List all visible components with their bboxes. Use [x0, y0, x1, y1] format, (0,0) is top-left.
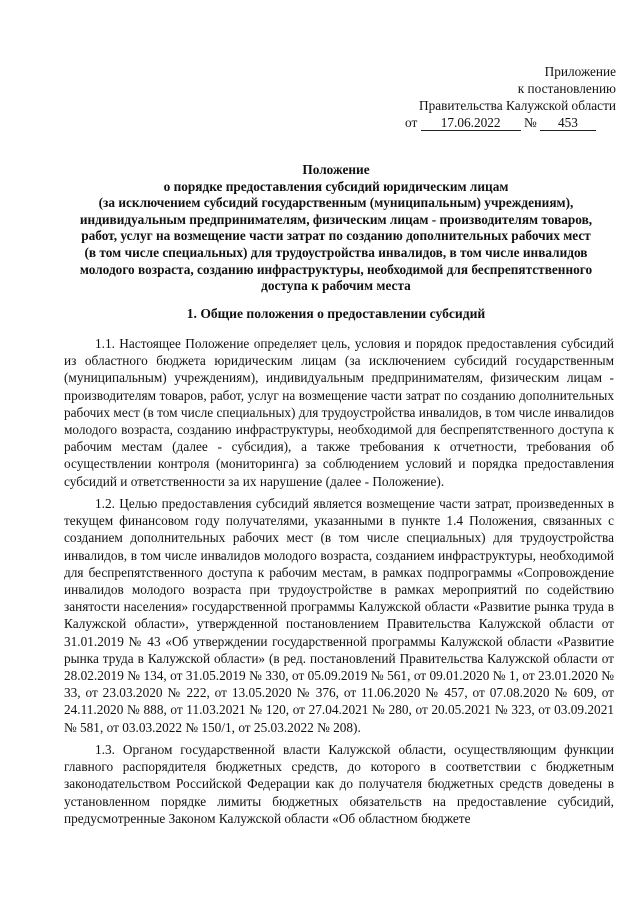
- title-line-2: о порядке предоставления субсидий юридическим лицам: [163, 178, 509, 194]
- paragraph-1-1-text: 1.1. Настоящее Положение определяет цель, условия и порядок предоставления субсидий из областного бюджета юридическим лицам (за исключением субсидий государственным (муниципальным) учреждениям), индивидуальным предпринимателям, физическим лицам - производителям товаров, работ, услуг на возмещение части затрат по созданию дополнительных рабочих мест (в том числе специальных) для трудоустройства инвалидов, в том числе инвалидов молодого возраста, созданию инфраструктуры, необходимой для беспрепятственного доступа к рабочим местам (далее - субсидия), а также требования к отчетности, требования об осуществлении контроля (мониторинга) за соблюдением условий и порядка предоставления субсидий и ответственности за их нарушение (далее - Положение).: [64, 336, 614, 489]
- title-line-8: доступа к рабочим места: [261, 278, 411, 294]
- decree-number: 453: [540, 116, 596, 131]
- paragraph-1-2-text: 1.2. Целью предоставления субсидий является возмещение части затрат, произведенных в текущем финансовом году получателями, указанными в пункте 1.4 Положения, связанных с созданием дополнительных рабочих мест (в том числе специальных) для трудоустройства инвалидов, в том числе инвалидов молодого возраста, созданием инфраструктуры, необходимой для беспрепятственного доступа к рабочим местам, в рамках подпрограммы «Сопровождение инвалидов молодого возраста при трудоустройстве в рамках мероприятий по содействию занятости населения» государственной программы Калужской области «Развитие рынка труда в Калужской области», утвержденной постановлением Правительства Калужской области от 31.01.2019 № 43 «Об утверждении государственной программы Калужской области «Развитие рынка труда в Калужской области» (в ред. постановлений Правительства Калужской области от 28.02.2019 № 134, от 31.05.2019 № 330, от 05.09.2019 № 561, от 09.01.2020 № 1, от 23.01.2020 № 33, от 23.03.2020 № 222, от 13.05.2020 № 376, от 11.06.2020 № 457, от 07.08.2020 № 609, от 24.11.2020 № 888, от 11.03.2021 № 120, от 27.04.2021 № 280, от 20.05.2021 № 323, от 03.09.2021 № 581, от 03.03.2022 № 150/1, от 25.03.2022 № 208).: [64, 496, 614, 735]
- number-label: №: [523, 115, 537, 130]
- title-line-5: работ, услуг на возмещение части затрат по созданию дополнительных рабочих мест: [81, 228, 591, 244]
- paragraph-1-3-text: 1.3. Органом государственной власти Калужской области, осуществляющим функции главного распорядителя бюджетных средств, до которого в соответствии с бюджетным законодательством Российской Федерации как до получателя бюджетных средств доведены в установленном порядке лимиты бюджетных обязательств на предоставление субсидий, предусмотренные Законом Калужской области «Об областном бюджете: [64, 742, 614, 826]
- from-label: от: [405, 115, 418, 130]
- appendix-line-3: Правительства Калужской области: [419, 98, 616, 113]
- decree-date: 17.06.2022: [421, 116, 521, 131]
- title-line-3: (за исключением субсидий государственным (муниципальным) учреждениям),: [98, 195, 574, 211]
- title-line-4: индивидуальным предпринимателям, физическим лицам - производителям товаров,: [79, 211, 593, 227]
- title-line-1: Положение: [302, 162, 370, 177]
- paragraph-1-1: [64, 335, 614, 490]
- paragraph-1-2: [64, 495, 614, 736]
- appendix-line-2: к постановлению: [517, 81, 616, 96]
- appendix-block: [380, 63, 616, 131]
- title-line-7: молодого возраста, созданию инфраструктуры, необходимой для беспрепятственного: [79, 261, 593, 277]
- appendix-line-1: Приложение: [544, 64, 616, 79]
- section-heading: 1. Общие положения о предоставлении субсидий: [186, 306, 486, 321]
- title-line-6: (в том числе специальных) для трудоустройства инвалидов, в том числе инвалидов: [84, 244, 588, 260]
- paragraph-1-3: [64, 741, 614, 827]
- document-title: [56, 162, 616, 295]
- appendix-date-line: [405, 114, 616, 131]
